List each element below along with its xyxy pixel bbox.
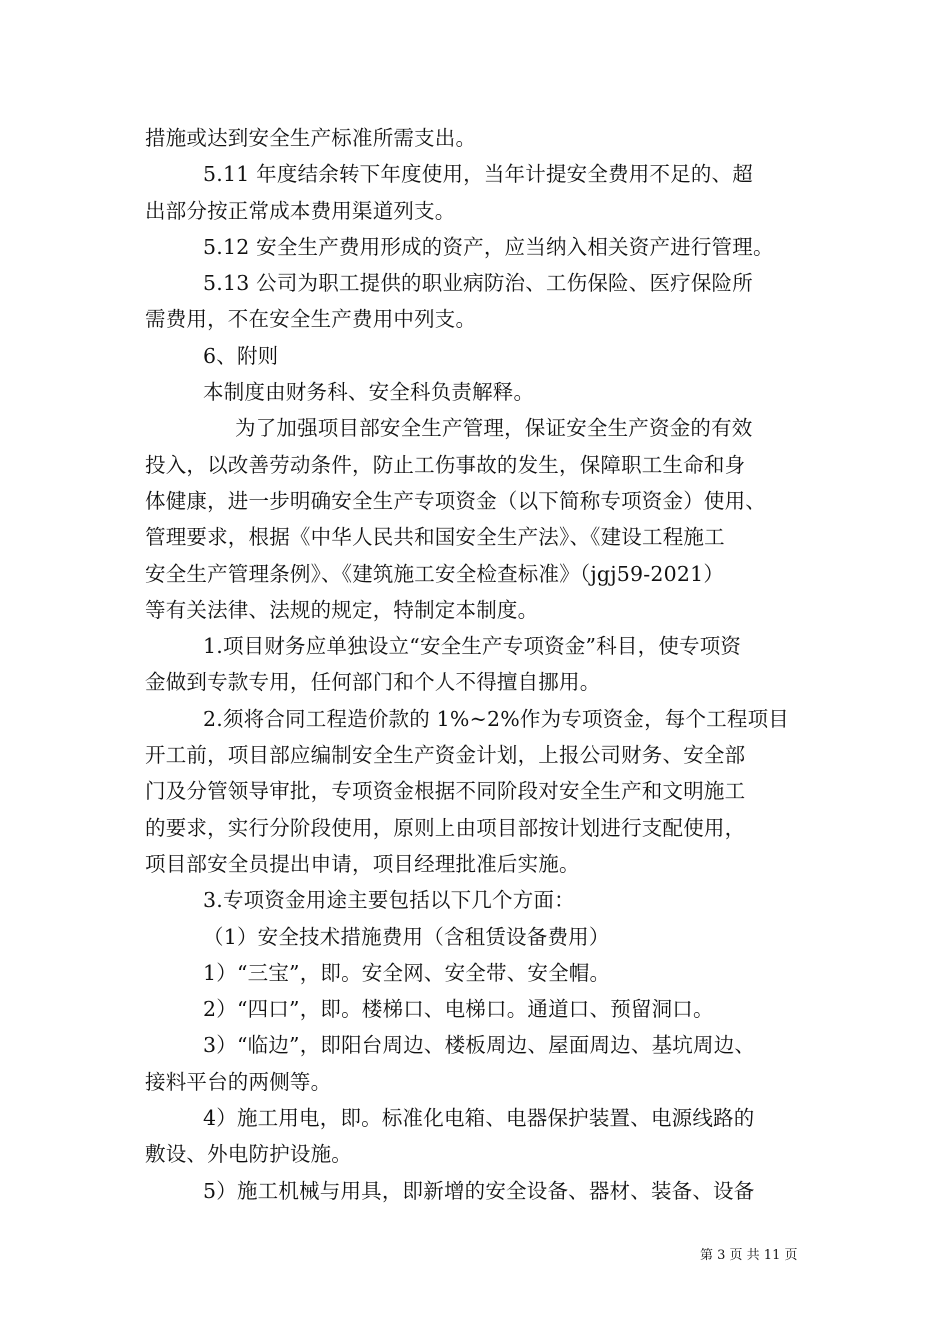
text-line: 3.专项资金用途主要包括以下几个方面： xyxy=(203,888,575,913)
text-line: （1）安全技术措施费用（含租赁设备费用） xyxy=(203,924,610,949)
text-line: 接料平台的两侧等。 xyxy=(145,1069,332,1094)
text-line: 为了加强项目部安全生产管理，保证安全生产资金的有效 xyxy=(235,416,753,441)
text-line: 项目部安全员提出申请，项目经理批准后实施。 xyxy=(145,851,580,876)
text-line: 5.13 公司为职工提供的职业病防治、工伤保险、医疗保险所 xyxy=(203,271,753,296)
text-line: 等有关法律、法规的规定，特制定本制度。 xyxy=(145,597,539,622)
text-line: 金做到专款专用，任何部门和个人不得擅自挪用。 xyxy=(145,670,601,695)
text-line: 5）施工机械与用具，即新增的安全设备、器材、装备、设备 xyxy=(203,1178,755,1203)
text-line: 的要求，实行分阶段使用，原则上由项目部按计划进行支配使用， xyxy=(145,815,746,840)
text-line: 5.11 年度结余转下年度使用，当年计提安全费用不足的、超 xyxy=(203,162,753,187)
page-number-footer: 第 3 页 共 11 页 xyxy=(700,1248,798,1263)
text-line: 体健康，进一步明确安全生产专项资金（以下简称专项资金）使用、 xyxy=(145,488,766,513)
text-line: 安全生产管理条例》、《建筑施工安全检查标准》（jgj59-2021） xyxy=(145,561,725,586)
section-heading: 6、附则 xyxy=(203,343,279,368)
text-line: 1）“三宝”，即。安全网、安全带、安全帽。 xyxy=(203,960,611,985)
text-line: 5.12 安全生产费用形成的资产，应当纳入相关资产进行管理。 xyxy=(203,234,774,259)
text-line: 开工前，项目部应编制安全生产资金计划，上报公司财务、安全部 xyxy=(145,743,746,768)
text-line: 出部分按正常成本费用渠道列支。 xyxy=(145,198,456,223)
body-text xyxy=(145,120,810,1209)
text-line: 4）施工用电，即。标准化电箱、电器保护装置、电源线路的 xyxy=(203,1106,755,1131)
text-line: 投入，以改善劳动条件，防止工伤事故的发生，保障职工生命和身 xyxy=(145,452,746,477)
text-line: 本制度由财务科、安全科负责解释。 xyxy=(203,380,535,405)
text-line: 管理要求，根据《中华人民共和国安全生产法》、《建设工程施工 xyxy=(145,525,725,550)
text-line: 2）“四口”，即。楼梯口、电梯口。通道口、预留洞口。 xyxy=(203,997,714,1022)
text-line: 措施或达到安全生产标准所需支出。 xyxy=(145,126,477,150)
text-line: 需费用，不在安全生产费用中列支。 xyxy=(145,307,477,332)
text-line: 门及分管领导审批，专项资金根据不同阶段对安全生产和文明施工 xyxy=(145,779,746,804)
text-line: 1.项目财务应单独设立“安全生产专项资金”科目，使专项资 xyxy=(203,634,742,659)
text-line: 2.须将合同工程造价款的 1%~2%作为专项资金，每个工程项目 xyxy=(203,706,789,731)
text-line: 3）“临边”，即阳台周边、楼板周边、屋面周边、基坑周边、 xyxy=(203,1033,756,1058)
text-line: 敷设、外电防护设施。 xyxy=(145,1142,352,1167)
